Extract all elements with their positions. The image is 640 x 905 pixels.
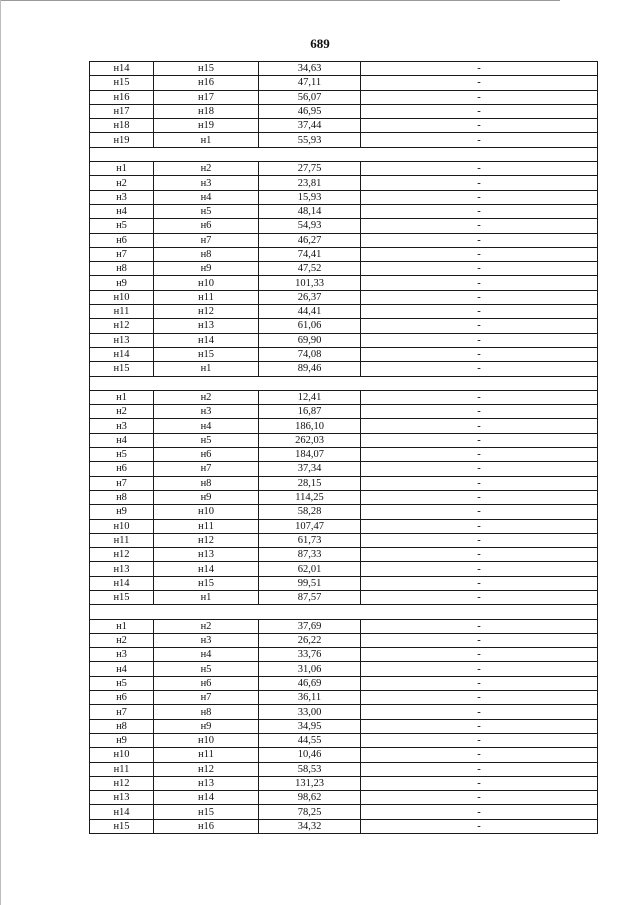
end-point-cell: н4 — [154, 648, 259, 662]
end-point-cell: н11 — [154, 290, 259, 304]
length-cell: 34,32 — [259, 819, 361, 833]
start-point-cell: н1 — [90, 162, 154, 176]
section-separator-row — [90, 147, 598, 161]
table-row — [90, 490, 598, 504]
length-cell: 26,37 — [259, 290, 361, 304]
start-point-cell: н15 — [90, 590, 154, 604]
end-point-cell: н10 — [154, 276, 259, 290]
value-cell: - — [361, 62, 598, 76]
end-point-cell: н6 — [154, 676, 259, 690]
table-row — [90, 448, 598, 462]
value-cell: - — [361, 776, 598, 790]
table-row — [90, 819, 598, 833]
start-point-cell: н15 — [90, 362, 154, 376]
end-point-cell: н10 — [154, 505, 259, 519]
start-point-cell: н11 — [90, 533, 154, 547]
value-cell: - — [361, 648, 598, 662]
value-cell: - — [361, 233, 598, 247]
end-point-cell: н18 — [154, 104, 259, 118]
table-row — [90, 548, 598, 562]
length-cell: 58,28 — [259, 505, 361, 519]
page-top-edge — [0, 0, 560, 1]
length-cell: 16,87 — [259, 405, 361, 419]
table-row — [90, 305, 598, 319]
start-point-cell: н5 — [90, 448, 154, 462]
page-number: 689 — [310, 36, 330, 51]
start-point-cell: н3 — [90, 419, 154, 433]
length-cell: 114,25 — [259, 490, 361, 504]
end-point-cell: н8 — [154, 476, 259, 490]
table-row — [90, 691, 598, 705]
start-point-cell: н4 — [90, 662, 154, 676]
value-cell: - — [361, 619, 598, 633]
length-cell: 87,33 — [259, 548, 361, 562]
table-row — [90, 362, 598, 376]
value-cell: - — [361, 90, 598, 104]
table-row — [90, 219, 598, 233]
length-cell: 15,93 — [259, 190, 361, 204]
start-point-cell: н6 — [90, 233, 154, 247]
start-point-cell: н6 — [90, 691, 154, 705]
length-cell: 44,55 — [259, 733, 361, 747]
value-cell: - — [361, 190, 598, 204]
start-point-cell: н3 — [90, 190, 154, 204]
start-point-cell: н4 — [90, 433, 154, 447]
end-point-cell: н9 — [154, 262, 259, 276]
end-point-cell: н17 — [154, 90, 259, 104]
length-cell: 28,15 — [259, 476, 361, 490]
table-row — [90, 319, 598, 333]
start-point-cell: н7 — [90, 247, 154, 261]
end-point-cell: н15 — [154, 805, 259, 819]
table-row — [90, 62, 598, 76]
end-point-cell: н2 — [154, 619, 259, 633]
page-left-edge — [0, 0, 1, 905]
value-cell: - — [361, 819, 598, 833]
value-cell: - — [361, 705, 598, 719]
table-row — [90, 104, 598, 118]
table-row — [90, 333, 598, 347]
end-point-cell: н6 — [154, 219, 259, 233]
end-point-cell: н13 — [154, 548, 259, 562]
start-point-cell: н14 — [90, 576, 154, 590]
start-point-cell: н8 — [90, 719, 154, 733]
value-cell: - — [361, 733, 598, 747]
length-cell: 101,33 — [259, 276, 361, 290]
start-point-cell: н10 — [90, 519, 154, 533]
length-cell: 27,75 — [259, 162, 361, 176]
end-point-cell: н14 — [154, 791, 259, 805]
end-point-cell: н3 — [154, 633, 259, 647]
table-row — [90, 433, 598, 447]
value-cell: - — [361, 633, 598, 647]
start-point-cell: н9 — [90, 505, 154, 519]
start-point-cell: н7 — [90, 476, 154, 490]
table-row — [90, 505, 598, 519]
length-cell: 107,47 — [259, 519, 361, 533]
end-point-cell: н7 — [154, 233, 259, 247]
table-row — [90, 90, 598, 104]
start-point-cell: н4 — [90, 204, 154, 218]
length-cell: 37,69 — [259, 619, 361, 633]
end-point-cell: н1 — [154, 590, 259, 604]
start-point-cell: н10 — [90, 290, 154, 304]
value-cell: - — [361, 247, 598, 261]
start-point-cell: н15 — [90, 76, 154, 90]
value-cell: - — [361, 791, 598, 805]
length-cell: 74,08 — [259, 347, 361, 361]
end-point-cell: н12 — [154, 305, 259, 319]
length-cell: 89,46 — [259, 362, 361, 376]
length-cell: 47,52 — [259, 262, 361, 276]
end-point-cell: н8 — [154, 705, 259, 719]
length-cell: 34,63 — [259, 62, 361, 76]
end-point-cell: н7 — [154, 462, 259, 476]
section-separator-cell — [90, 147, 598, 161]
start-point-cell: н9 — [90, 276, 154, 290]
table-row — [90, 247, 598, 261]
end-point-cell: н1 — [154, 362, 259, 376]
end-point-cell: н7 — [154, 691, 259, 705]
value-cell: - — [361, 762, 598, 776]
table-row — [90, 705, 598, 719]
start-point-cell: н6 — [90, 462, 154, 476]
value-cell: - — [361, 662, 598, 676]
start-point-cell: н2 — [90, 405, 154, 419]
table-row — [90, 290, 598, 304]
length-cell: 131,23 — [259, 776, 361, 790]
value-cell: - — [361, 176, 598, 190]
end-point-cell: н12 — [154, 533, 259, 547]
start-point-cell: н10 — [90, 748, 154, 762]
end-point-cell: н14 — [154, 333, 259, 347]
table-row — [90, 776, 598, 790]
length-cell: 262,03 — [259, 433, 361, 447]
end-point-cell: н2 — [154, 162, 259, 176]
table-row — [90, 276, 598, 290]
end-point-cell: н6 — [154, 448, 259, 462]
length-cell: 74,41 — [259, 247, 361, 261]
end-point-cell: н5 — [154, 433, 259, 447]
length-cell: 31,06 — [259, 662, 361, 676]
length-cell: 61,73 — [259, 533, 361, 547]
table-row — [90, 119, 598, 133]
value-cell: - — [361, 219, 598, 233]
table-row — [90, 805, 598, 819]
length-cell: 37,44 — [259, 119, 361, 133]
section-separator-cell — [90, 376, 598, 390]
table-row — [90, 262, 598, 276]
section-separator-row — [90, 605, 598, 619]
length-cell: 186,10 — [259, 419, 361, 433]
table-row — [90, 76, 598, 90]
length-cell: 37,34 — [259, 462, 361, 476]
length-cell: 87,57 — [259, 590, 361, 604]
end-point-cell: н3 — [154, 176, 259, 190]
start-point-cell: н13 — [90, 333, 154, 347]
end-point-cell: н4 — [154, 419, 259, 433]
start-point-cell: н7 — [90, 705, 154, 719]
start-point-cell: н15 — [90, 819, 154, 833]
value-cell: - — [361, 162, 598, 176]
end-point-cell: н8 — [154, 247, 259, 261]
end-point-cell: н15 — [154, 347, 259, 361]
table-row — [90, 405, 598, 419]
start-point-cell: н14 — [90, 805, 154, 819]
end-point-cell: н15 — [154, 576, 259, 590]
table-row — [90, 204, 598, 218]
value-cell: - — [361, 290, 598, 304]
table-row — [90, 619, 598, 633]
table-row — [90, 633, 598, 647]
length-cell: 46,95 — [259, 104, 361, 118]
length-cell: 10,46 — [259, 748, 361, 762]
section-separator-row — [90, 376, 598, 390]
end-point-cell: н13 — [154, 776, 259, 790]
table-row — [90, 133, 598, 147]
start-point-cell: н2 — [90, 176, 154, 190]
value-cell: - — [361, 476, 598, 490]
end-point-cell: н3 — [154, 405, 259, 419]
value-cell: - — [361, 490, 598, 504]
value-cell: - — [361, 276, 598, 290]
start-point-cell: н11 — [90, 305, 154, 319]
start-point-cell: н16 — [90, 90, 154, 104]
end-point-cell: н9 — [154, 719, 259, 733]
start-point-cell: н9 — [90, 733, 154, 747]
start-point-cell: н14 — [90, 62, 154, 76]
table-row — [90, 519, 598, 533]
start-point-cell: н13 — [90, 562, 154, 576]
length-cell: 54,93 — [259, 219, 361, 233]
value-cell: - — [361, 390, 598, 404]
start-point-cell: н12 — [90, 548, 154, 562]
start-point-cell: н12 — [90, 776, 154, 790]
table-row — [90, 719, 598, 733]
length-cell: 78,25 — [259, 805, 361, 819]
length-cell: 55,93 — [259, 133, 361, 147]
end-point-cell: н19 — [154, 119, 259, 133]
table-row — [90, 419, 598, 433]
end-point-cell: н11 — [154, 519, 259, 533]
value-cell: - — [361, 319, 598, 333]
start-point-cell: н1 — [90, 390, 154, 404]
end-point-cell: н5 — [154, 662, 259, 676]
value-cell: - — [361, 119, 598, 133]
length-cell: 99,51 — [259, 576, 361, 590]
value-cell: - — [361, 533, 598, 547]
end-point-cell: н5 — [154, 204, 259, 218]
value-cell: - — [361, 333, 598, 347]
value-cell: - — [361, 104, 598, 118]
table-row — [90, 662, 598, 676]
table-row — [90, 347, 598, 361]
start-point-cell: н19 — [90, 133, 154, 147]
value-cell: - — [361, 748, 598, 762]
table-row — [90, 748, 598, 762]
end-point-cell: н13 — [154, 319, 259, 333]
start-point-cell: н13 — [90, 791, 154, 805]
end-point-cell: н16 — [154, 819, 259, 833]
table-row — [90, 233, 598, 247]
end-point-cell: н14 — [154, 562, 259, 576]
start-point-cell: н2 — [90, 633, 154, 647]
length-cell: 23,81 — [259, 176, 361, 190]
length-cell: 33,00 — [259, 705, 361, 719]
length-cell: 34,95 — [259, 719, 361, 733]
table-row — [90, 162, 598, 176]
value-cell: - — [361, 433, 598, 447]
table-row — [90, 648, 598, 662]
start-point-cell: н8 — [90, 490, 154, 504]
value-cell: - — [361, 519, 598, 533]
end-point-cell: н15 — [154, 62, 259, 76]
length-cell: 47,11 — [259, 76, 361, 90]
length-cell: 62,01 — [259, 562, 361, 576]
end-point-cell: н12 — [154, 762, 259, 776]
length-cell: 12,41 — [259, 390, 361, 404]
start-point-cell: н17 — [90, 104, 154, 118]
end-point-cell: н16 — [154, 76, 259, 90]
table-row — [90, 576, 598, 590]
value-cell: - — [361, 347, 598, 361]
value-cell: - — [361, 305, 598, 319]
end-point-cell: н4 — [154, 190, 259, 204]
table-row — [90, 791, 598, 805]
start-point-cell: н3 — [90, 648, 154, 662]
start-point-cell: н14 — [90, 347, 154, 361]
end-point-cell: н2 — [154, 390, 259, 404]
value-cell: - — [361, 576, 598, 590]
length-cell: 33,76 — [259, 648, 361, 662]
table-row — [90, 476, 598, 490]
length-cell: 98,62 — [259, 791, 361, 805]
value-cell: - — [361, 691, 598, 705]
table-body — [90, 62, 598, 834]
value-cell: - — [361, 448, 598, 462]
table-row — [90, 533, 598, 547]
value-cell: - — [361, 462, 598, 476]
start-point-cell: н5 — [90, 219, 154, 233]
coordinates-table — [89, 61, 598, 834]
table-row — [90, 762, 598, 776]
value-cell: - — [361, 362, 598, 376]
length-cell: 58,53 — [259, 762, 361, 776]
length-cell: 36,11 — [259, 691, 361, 705]
table-row — [90, 462, 598, 476]
value-cell: - — [361, 204, 598, 218]
value-cell: - — [361, 76, 598, 90]
start-point-cell: н5 — [90, 676, 154, 690]
start-point-cell: н1 — [90, 619, 154, 633]
end-point-cell: н11 — [154, 748, 259, 762]
table-row — [90, 176, 598, 190]
length-cell: 26,22 — [259, 633, 361, 647]
value-cell: - — [361, 419, 598, 433]
length-cell: 61,06 — [259, 319, 361, 333]
start-point-cell: н8 — [90, 262, 154, 276]
value-cell: - — [361, 405, 598, 419]
length-cell: 184,07 — [259, 448, 361, 462]
value-cell: - — [361, 719, 598, 733]
value-cell: - — [361, 805, 598, 819]
end-point-cell: н9 — [154, 490, 259, 504]
start-point-cell: н12 — [90, 319, 154, 333]
start-point-cell: н18 — [90, 119, 154, 133]
value-cell: - — [361, 590, 598, 604]
table-row — [90, 733, 598, 747]
table-row — [90, 676, 598, 690]
length-cell: 44,41 — [259, 305, 361, 319]
value-cell: - — [361, 676, 598, 690]
table-row — [90, 562, 598, 576]
table-row — [90, 590, 598, 604]
table-row — [90, 190, 598, 204]
table-row — [90, 390, 598, 404]
start-point-cell: н11 — [90, 762, 154, 776]
value-cell: - — [361, 262, 598, 276]
end-point-cell: н1 — [154, 133, 259, 147]
length-cell: 48,14 — [259, 204, 361, 218]
end-point-cell: н10 — [154, 733, 259, 747]
length-cell: 46,69 — [259, 676, 361, 690]
value-cell: - — [361, 505, 598, 519]
value-cell: - — [361, 562, 598, 576]
length-cell: 69,90 — [259, 333, 361, 347]
value-cell: - — [361, 548, 598, 562]
length-cell: 46,27 — [259, 233, 361, 247]
length-cell: 56,07 — [259, 90, 361, 104]
value-cell: - — [361, 133, 598, 147]
section-separator-cell — [90, 605, 598, 619]
